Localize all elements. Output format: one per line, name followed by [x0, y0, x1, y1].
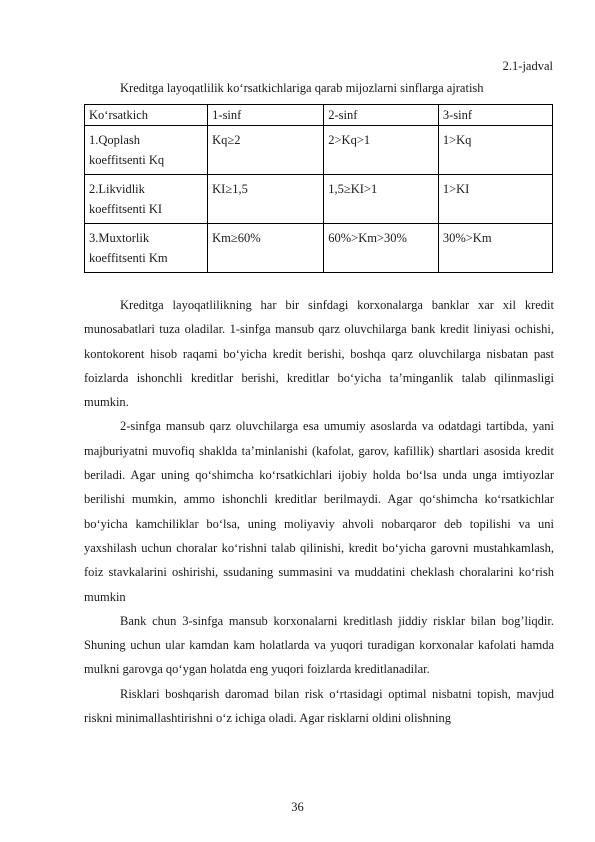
table-cell: 1,5≥KI>1	[324, 175, 439, 224]
table-row	[85, 175, 553, 224]
paragraph: Risklari boshqarish daromad bilan risk o‘rtasidagi optimal nisbatni topish, mavjud riskni minimallashtirishni o‘z ichiga oladi. Agar risklarni oldini olishning	[84, 686, 554, 726]
classification-table	[84, 104, 553, 273]
header-cell-class-2: 2-sinf	[324, 105, 439, 126]
header-cell-indicator: Ko‘rsatkich	[85, 105, 208, 126]
table-label: 2.1-jadval	[502, 59, 553, 73]
table-cell: Kq≥2	[208, 126, 324, 175]
table-cell: 60%>Km>30%	[324, 224, 439, 273]
header-cell-class-3: 3-sinf	[438, 105, 552, 126]
indicator-subname: koeffitsenti KI	[89, 202, 163, 216]
indicator-cell	[85, 175, 208, 224]
header-cell-class-1: 1-sinf	[208, 105, 324, 126]
table-cell: 1>Kq	[438, 126, 552, 175]
table-row	[85, 126, 553, 175]
table-cell: Km≥60%	[208, 224, 324, 273]
indicator-cell	[85, 224, 208, 273]
table-caption: Kreditga layoqatlilik ko‘rsatkichlariga qarab mijozlarni sinflarga ajratish	[120, 81, 484, 95]
indicator-subname: koeffitsenti Km	[89, 251, 168, 265]
paragraph: Bank chun 3-sinfga mansub korxonalarni kreditlash jiddiy risklar bilan bog’liqdir. Shuning uchun ular kamdan kam holatlarda va yuqori turadigan korxonalar kafolati hamda mulkni garovga qo‘ygan holatda eng yuqori foizlarda kreditlanadilar.	[84, 613, 554, 677]
table-header-row	[85, 105, 553, 126]
indicator-subname: koeffitsenti Kq	[89, 153, 165, 167]
body-text	[84, 293, 554, 730]
table-row	[85, 224, 553, 273]
table-cell: 1>KI	[438, 175, 552, 224]
table-cell: KI≥1,5	[208, 175, 324, 224]
paragraph: 2-sinfga mansub qarz oluvchilarga esa umumiy asoslarda va odatdagi tartibda, yani majburiyatni muvofiq shaklda ta’minlanishi (kafolat, garov, kafillik) shartlari asosida kredit beriladi. Agar uning qo‘shimcha ko‘rsatkichlari ijobiy holda bo‘lsa unda unga imtiyozlar berilishi mumkin, ammo ishonchli kreditlar berilmaydi. Agar qo‘shimcha ko‘rsatkichlar bo‘yicha kamchiliklar bo‘lsa, uning moliyaviy ahvoli nobarqaror deb topilishi va uni yaxshilash uchun choralar ko‘rishni talab qilinishi, kredit bo‘yicha garovni mustahkamlash, foiz stavkalarini oshirishi, ssudaning summasini va muddatini cheklash choralarini ko‘rish mumkin	[84, 419, 554, 604]
paragraph: Kreditga layoqatlilikning har bir sinfdagi korxonalarga banklar xar xil kredit munosabatlari tuza oladilar. 1-sinfga mansub qarz oluvchilarga bank kredit liniyasi ochishi, kontokorent hisob raqami bo‘yicha kredit berishi, boshqa qarz oluvchilarga nisbatan past foizlarda ishonchli kreditlar berishi, kreditlar bo‘yicha ta’minganlik talab qilinmasligi mumkin.	[84, 298, 554, 410]
page-number: 36	[291, 800, 304, 814]
table-cell: 2>Kq>1	[324, 126, 439, 175]
indicator-name: 2.Likvidlik	[89, 182, 145, 196]
indicator-cell	[85, 126, 208, 175]
indicator-name: 1.Qoplash	[89, 133, 141, 147]
indicator-name: 3.Muxtorlik	[89, 231, 150, 245]
table-cell: 30%>Km	[438, 224, 552, 273]
